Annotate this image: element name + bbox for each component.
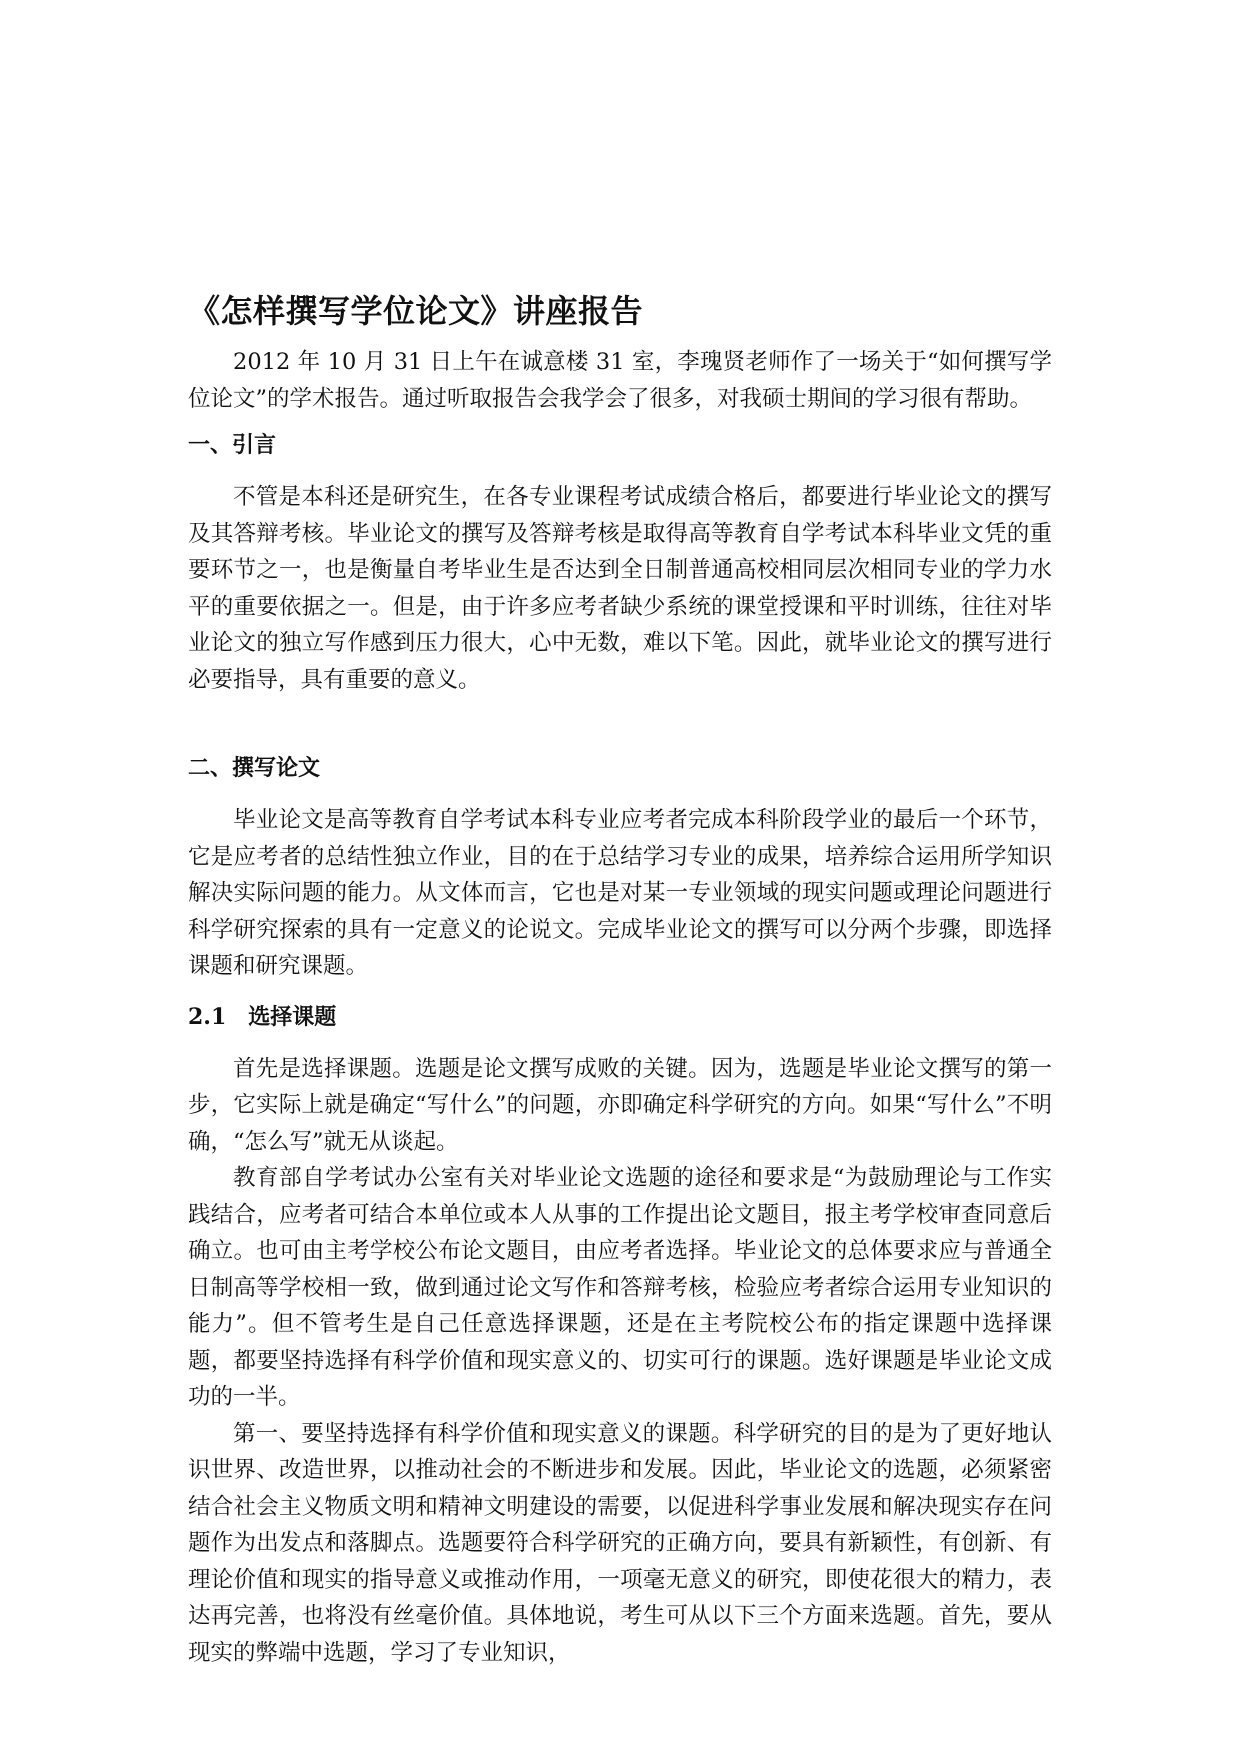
topic-selection-paragraph-2: 教育部自学考试办公室有关对毕业论文选题的途径和要求是“为鼓励理论与工作实践结合，应考者可结合本单位或本人从事的工作提出论文题目，报主考学校审查同意后确立。也可由主考学校公布论文题目，由应考者选择。毕业论文的总体要求应与普通全日制高等学校相一致，做到通过论文写作和答辩考核，检验应考者综合运用专业知识的能力”。但不管考生是自己任意选择课题，还是在主考院校公布的指定课题中选择课题，都要坚持选择有科学价值和现实意义的、切实可行的课题。选好课题是毕业论文成功的一半。 — [188, 1165, 1052, 1410]
writing-paragraph: 毕业论文是高等教育自学考试本科专业应考者完成本科阶段学业的最后一个环节，它是应考者的总结性独立作业，目的在于总结学习专业的成果，培养综合运用所学知识解决实际问题的能力。从文体而言，它也是对某一专业领域的现实问题或理论问题进行科学研究探索的具有一定意义的论说文。完成毕业论文的撰写可以分两个步骤，即选择课题和研究课题。 — [188, 807, 1052, 979]
spacer — [188, 698, 1052, 750]
document-body — [188, 290, 1052, 1671]
topic-selection-paragraph-3: 第一、要坚持选择有科学价值和现实意义的课题。科学研究的目的是为了更好地认识世界、改造世界，以推动社会的不断进步和发展。因此，毕业论文的选题，必须紧密结合社会主义物质文明和精神文明建设的需要，以促进科学事业发展和解决现实存在问题作为出发点和落脚点。选题要符合科学研究的正确方向，要具有新颖性，有创新、有理论价值和现实的指导意义或推动作用，一项毫无意义的研究，即使花很大的精力，表达再完善，也将没有丝毫价值。具体地说，考生可从以下三个方面来选题。首先，要从现实的弊端中选题，学习了专业知识， — [188, 1420, 1052, 1666]
section-heading-writing: 二、撰写论文 — [188, 755, 321, 781]
subsection-heading-topic-selection: 2.1 选择课题 — [188, 1003, 337, 1030]
section-heading-introduction: 一、引言 — [188, 432, 277, 458]
spacer — [188, 417, 1052, 427]
introduction-paragraph: 不管是本科还是研究生，在各专业课程考试成绩合格后，都要进行毕业论文的撰写及其答辩考核。毕业论文的撰写及答辩考核是取得高等教育自学考试本科毕业文凭的重要环节之一，也是衡量自考毕业生是否达到全日制普通高校相同层次相同专业的学力水平的重要依据之一。但是，由于许多应考者缺少系统的课堂授课和平时训练，往往对毕业论文的独立写作感到压力很大，心中无数，难以下笔。因此，就毕业论文的撰写进行必要指导，具有重要的意义。 — [188, 484, 1052, 693]
spacer — [188, 463, 1052, 479]
spacer — [188, 1035, 1052, 1051]
document-title: 《怎样撰写学位论文》讲座报告 — [188, 292, 644, 330]
spacer — [188, 985, 1052, 999]
spacer — [188, 786, 1052, 802]
intro-paragraph: 2012 年 10 月 31 日上午在诚意楼 31 室，李瑰贤老师作了一场关于“如何撰写学位论文”的学术报告。通过听取报告会我学会了很多，对我硕士期间的学习很有帮助。 — [188, 349, 1052, 412]
topic-selection-paragraph-1: 首先是选择课题。选题是论文撰写成败的关键。因为，选题是毕业论文撰写的第一步，它实际上就是确定“写什么”的问题，亦即确定科学研究的方向。如果“写什么”不明确，“怎么写”就无从谈起。 — [188, 1055, 1052, 1155]
